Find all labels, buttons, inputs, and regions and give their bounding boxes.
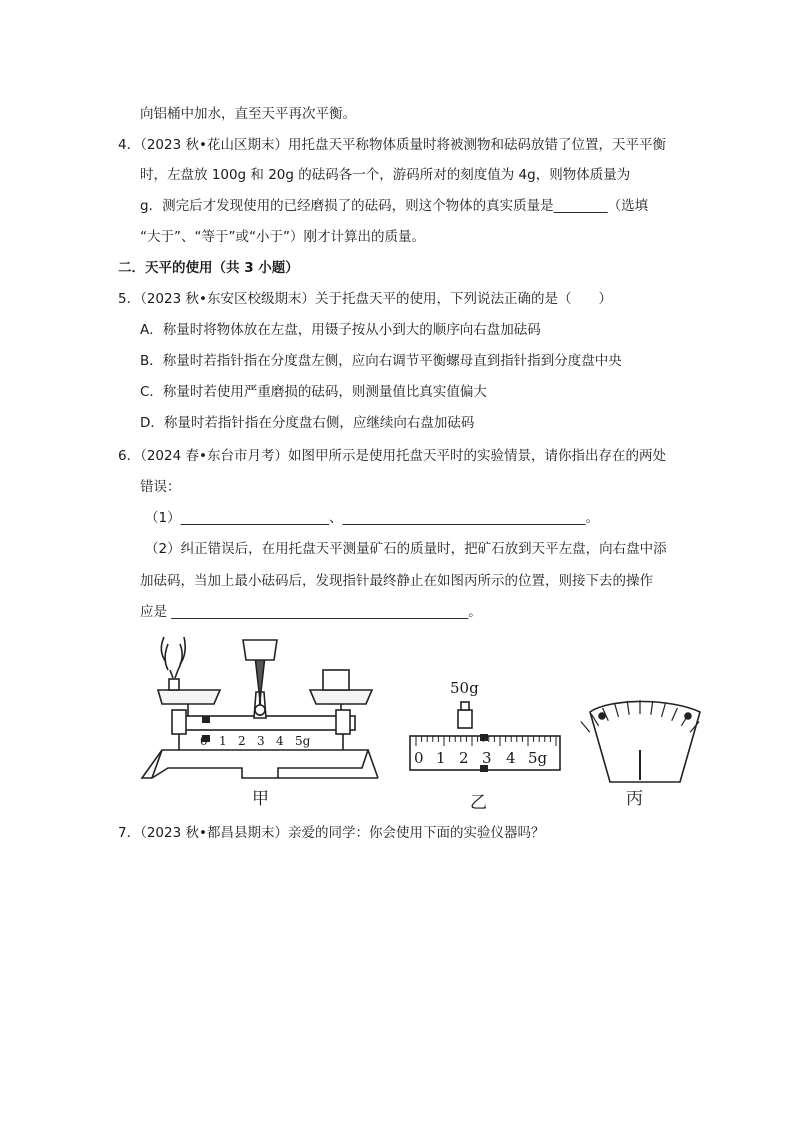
scale-yi-label-1: 1 [436, 749, 446, 767]
scale-label-1: 1 [219, 734, 227, 748]
question-6-line1: 6．（2024 春•东台市月考）如图甲所示是使用托盘天平时的实验情景，请你指出存在的两处 [118, 448, 666, 464]
option-d: D．称量时若指针指在分度盘右侧，应继续向右盘加砝码 [140, 415, 475, 431]
question-6-line2: 错误： [140, 479, 181, 495]
caption-jia: 甲 [252, 789, 269, 809]
dial-tick [581, 722, 590, 733]
option-a: A．称量时将物体放在左盘，用镊子按从小到大的顺序向右盘加砝码 [140, 322, 541, 338]
question-4-line3: g．测完后才发现使用的已经磨损了的砝码，则这个物体的真实质量是________（选填 [140, 198, 649, 214]
scale-label-4: 4 [276, 734, 284, 748]
section-heading: 二．天平的使用（共 3 小题） [118, 260, 299, 276]
question-6-blank-2: 应是 ____________________________________________。 [140, 604, 482, 620]
dial-bing [581, 700, 700, 782]
caption-bing: 丙 [626, 789, 643, 809]
option-c: C．称量时若使用严重磨损的砝码，则测量值比真实值偏大 [140, 384, 487, 400]
question-4-line2: 时，左盘放 100g 和 20g 的砝码各一个，游码所对的刻度值为 4g，则物体质量为 [140, 167, 631, 183]
scale-label-3: 3 [257, 734, 265, 748]
scale-label-5: 5g [295, 734, 311, 748]
balance-jia [142, 637, 378, 778]
option-b: B．称量时若指针指在分度盘左侧，应向右调节平衡螺母直到指针指到分度盘中央 [140, 353, 622, 369]
caption-yi: 乙 [470, 793, 487, 813]
scale-yi-label-3: 3 [482, 749, 492, 767]
question-6-line5: 加砝码，当加上最小砝码后，发现指针最终静止在如图丙所示的位置，则接下去的操作 [140, 573, 653, 589]
scale-yi-label-4: 4 [506, 749, 516, 767]
scale-yi-label-0: 0 [414, 749, 424, 767]
scale-label-2: 2 [238, 734, 246, 748]
question-6-blank-1: （1）______________________、____________________________________。 [145, 510, 600, 526]
question-6-line4: （2）纠正错误后，在用托盘天平测量矿石的质量时，把矿石放到天平左盘，向右盘中添 [145, 541, 667, 557]
scale-yi-label-2: 2 [459, 749, 469, 767]
question-4-line1: 4．（2023 秋•花山区期末）用托盘天平称物体质量时将被测物和砝码放错了位置，天平平衡 [118, 137, 666, 153]
question-4-line4: “大于”、“等于”或“小于”）刚才计算出的质量。 [140, 229, 425, 245]
scale-label-0: 0 [200, 734, 208, 748]
text-line: 向铝桶中加水，直至天平再次平衡。 [140, 106, 356, 122]
question-7: 7．（2023 秋•都昌县期末）亲爱的同学：你会使用下面的实验仪器吗？ [118, 825, 545, 841]
scale-yi-label-5: 5g [528, 749, 548, 767]
weight-50g-label: 50g [450, 679, 479, 697]
question-5-stem: 5．（2023 秋•东安区校级期末）关于托盘天平的使用，下列说法正确的是（ ） [118, 291, 612, 307]
